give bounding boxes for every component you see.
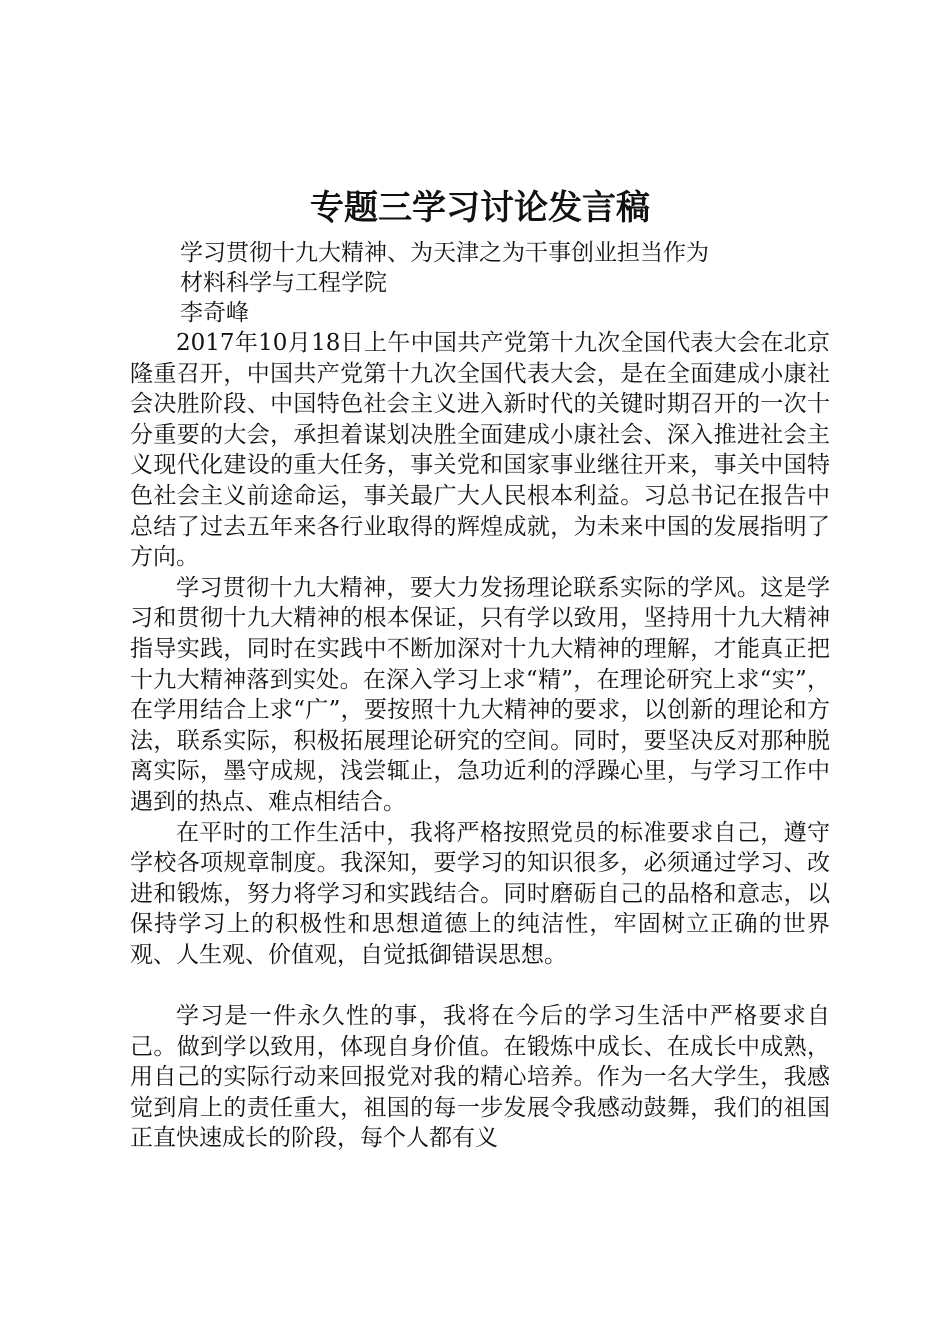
author-name: 李奇峰	[180, 300, 249, 326]
document-subtitle: 学习贯彻十九大精神、为天津之为干事创业担当作为	[180, 240, 709, 266]
paragraph: 在平时的工作生活中，我将严格按照党员的标准要求自己，遵守学校各项规章制度。我深知，要学习的知识很多，必须通过学习、改进和锻炼，努力将学习和实践结合。同时磨砺自己的品格和意志，以保持学习上的积极性和思想道德上的纯洁性，牢固树立正确的世界观、人生观、价值观，自觉抵御错误思想。	[130, 819, 830, 968]
paragraph: 2017年10月18日上午中国共产党第十九次全国代表大会在北京隆重召开，中国共产党第十九次全国代表大会，是在全面建成小康社会决胜阶段、中国特色社会主义进入新时代的关键时期召开的一次十分重要的大会，承担着谋划决胜全面建成小康社会、深入推进社会主义现代化建设的重大任务，事关党和国家事业继往开来，事关中国特色社会主义前途命运，事关最广大人民根本利益。习总书记在报告中总结了过去五年来各行业取得的辉煌成就，为未来中国的发展指明了方向。	[130, 330, 830, 571]
paragraph: 学习是一件永久性的事，我将在今后的学习生活中严格要求自己。做到学以致用，体现自身价值。在锻炼中成长、在成长中成熟，用自己的实际行动来回报党对我的精心培养。作为一名大学生，我感觉到肩上的责任重大，祖国的每一步发展令我感动鼓舞，我们的祖国正直快速成长的阶段，每个人都有义	[130, 1003, 830, 1152]
paragraph-spacer	[130, 970, 830, 1001]
document-body	[130, 328, 830, 1154]
department-name: 材料科学与工程学院	[180, 270, 387, 296]
paragraph: 学习贯彻十九大精神，要大力发扬理论联系实际的学风。这是学习和贯彻十九大精神的根本保证，只有学以致用，坚持用十九大精神指导实践，同时在实践中不断加深对十九大精神的理解，才能真正把十九大精神落到实处。在深入学习上求“精”，在理论研究上求“实”，在学用结合上求“广”，要按照十九大精神的要求，以创新的理论和方法，联系实际，积极拓展理论研究的空间。同时，要坚决反对那种脱离实际，墨守成规，浅尝辄止，急功近利的浮躁心里，与学习工作中遇到的热点、难点相结合。	[130, 574, 830, 815]
document-title: 专题三学习讨论发言稿	[310, 188, 650, 228]
